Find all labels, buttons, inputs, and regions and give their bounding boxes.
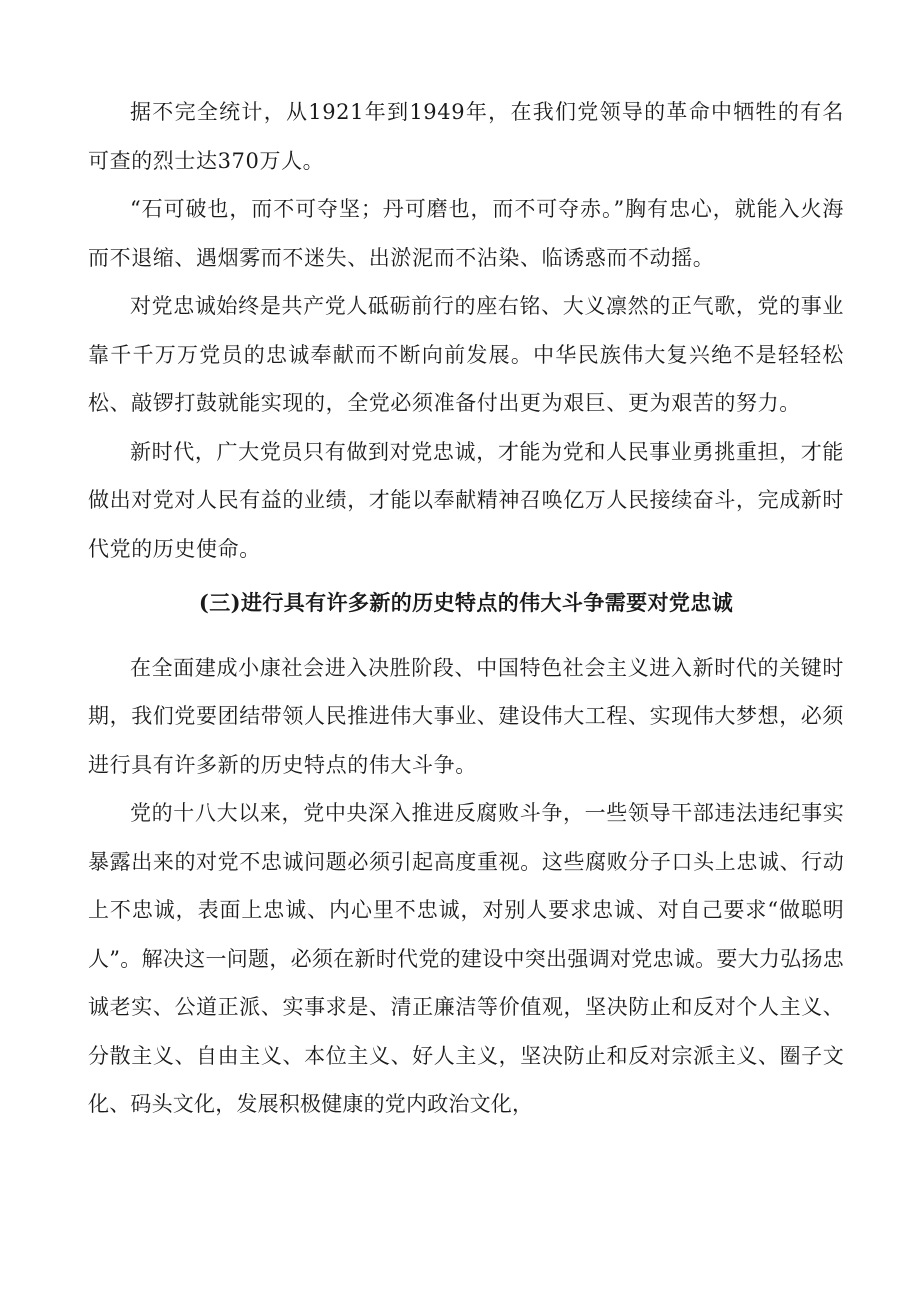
document-page [88, 88, 844, 1129]
paragraph-loyal-heart: “石可破也，而不可夺坚；丹可磨也，而不可夺赤。”胸有忠心，就能入火海而不退缩、遇烟雾而不迷失、出淤泥而不沾染、临诱惑而不动摇。 [88, 197, 844, 270]
paragraph-loyalty-motto: 对党忠诚始终是共产党人砥砺前行的座右铭、大义凛然的正气歌，党的事业靠千千万万党员的忠诚奉献而不断向前发展。中华民族伟大复兴绝不是轻轻松松、敲锣打鼓就能实现的，全党必须准备付出更为艰巨、更为艰苦的努力。 [88, 294, 844, 415]
paragraph-new-era-members: 新时代，广大党员只有做到对党忠诚，才能为党和人民事业勇挑重担，才能做出对党对人民有益的业绩，才能以奉献精神召唤亿万人民接续奋斗，完成新时代党的历史使命。 [88, 439, 844, 561]
paragraph-great-struggle: 在全面建成小康社会进入决胜阶段、中国特色社会主义进入新时代的关键时期，我们党要团结带领人民推进伟大事业、建设伟大工程、实现伟大梦想，必须进行具有许多新的历史特点的伟大斗争。 [88, 655, 844, 777]
paragraph-martyrs-statistics: 据不完全统计，从1921年到1949年，在我们党领导的革命中牺牲的有名可查的烈士达370万人。 [88, 100, 844, 173]
section-heading: (三)进行具有许多新的历史特点的伟大斗争需要对党忠诚 [198, 590, 734, 615]
paragraph-anti-corruption: 党的十八大以来，党中央深入推进反腐败斗争，一些领导干部违法违纪事实暴露出来的对党不忠诚问题必须引起高度重视。这些腐败分子口头上忠诚、行动上不忠诚，表面上忠诚、内心里不忠诚，对别人要求忠诚、对自己要求“做聪明人”。解决这一问题，必须在新时代党的建设中突出强调对党忠诚。要大力弘扬忠诚老实、公道正派、实事求是、清正廉洁等价值观，坚决防止和反对个人主义、分散主义、自由主义、本位主义、好人主义，坚决防止和反对宗派主义、圈子文化、码头文化，发展积极健康的党内政治文化， [88, 801, 844, 1116]
